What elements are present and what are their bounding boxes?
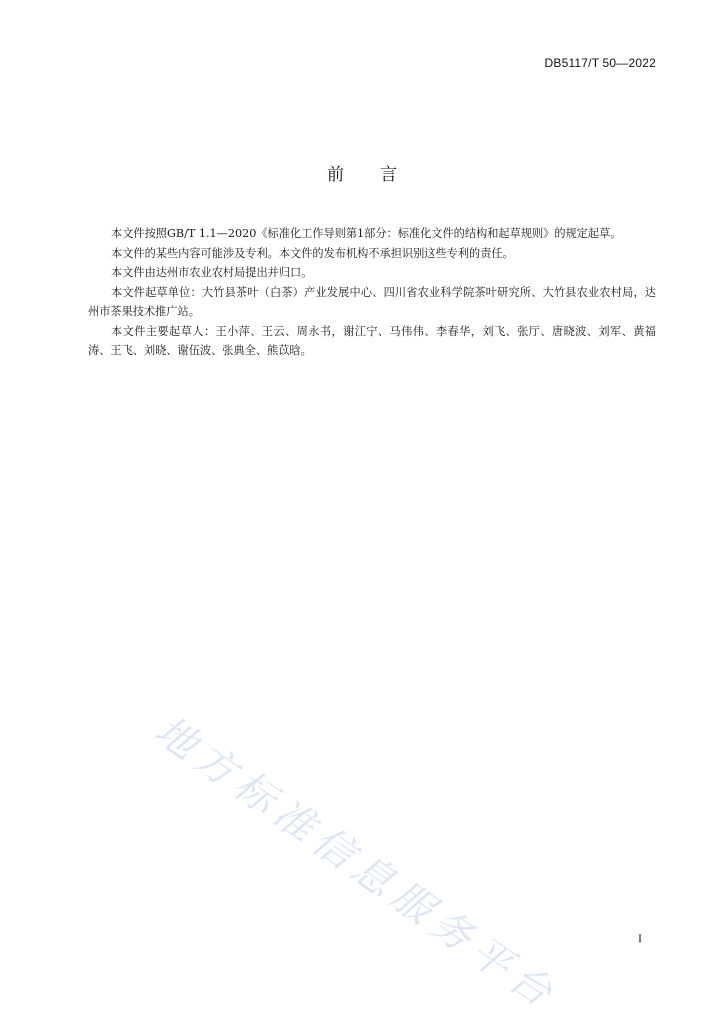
document-code: DB5117/T 50—2022 (544, 56, 656, 70)
paragraph-patent-notice: 本文件的某些内容可能涉及专利。本文件的发布机构不承担识别这些专利的责任。 (111, 246, 514, 260)
paragraph-drafters: 本文件主要起草人：王小萍、王云、周永书，谢江宁、马伟伟、李春华，刘飞、张厅、唐晓波、刘军、黄福涛、王飞、刘晓、谢伍波、张典全、熊苡晗。 (88, 324, 656, 357)
foreword-body (88, 224, 656, 361)
title-char-1: 前 (327, 165, 344, 185)
page-title (0, 160, 724, 185)
paragraph-proposer: 本文件由达州市农业农村局提出并归口。 (111, 266, 313, 279)
watermark: 地方标准信息服务平台 (146, 707, 567, 1021)
page-number: I (638, 931, 642, 945)
title-char-2: 言 (380, 165, 397, 185)
paragraph-drafting-units: 本文件起草单位：大竹县茶叶（白茶）产业发展中心、四川省农业科学院茶叶研究所、大竹县农业农村局，达州市茶果技术推广站。 (88, 285, 656, 318)
paragraph-drafting-rules: 本文件按照GB/T 1.1—2020《标准化工作导则第1部分：标准化文件的结构和起草规则》的规定起草。 (111, 227, 622, 240)
